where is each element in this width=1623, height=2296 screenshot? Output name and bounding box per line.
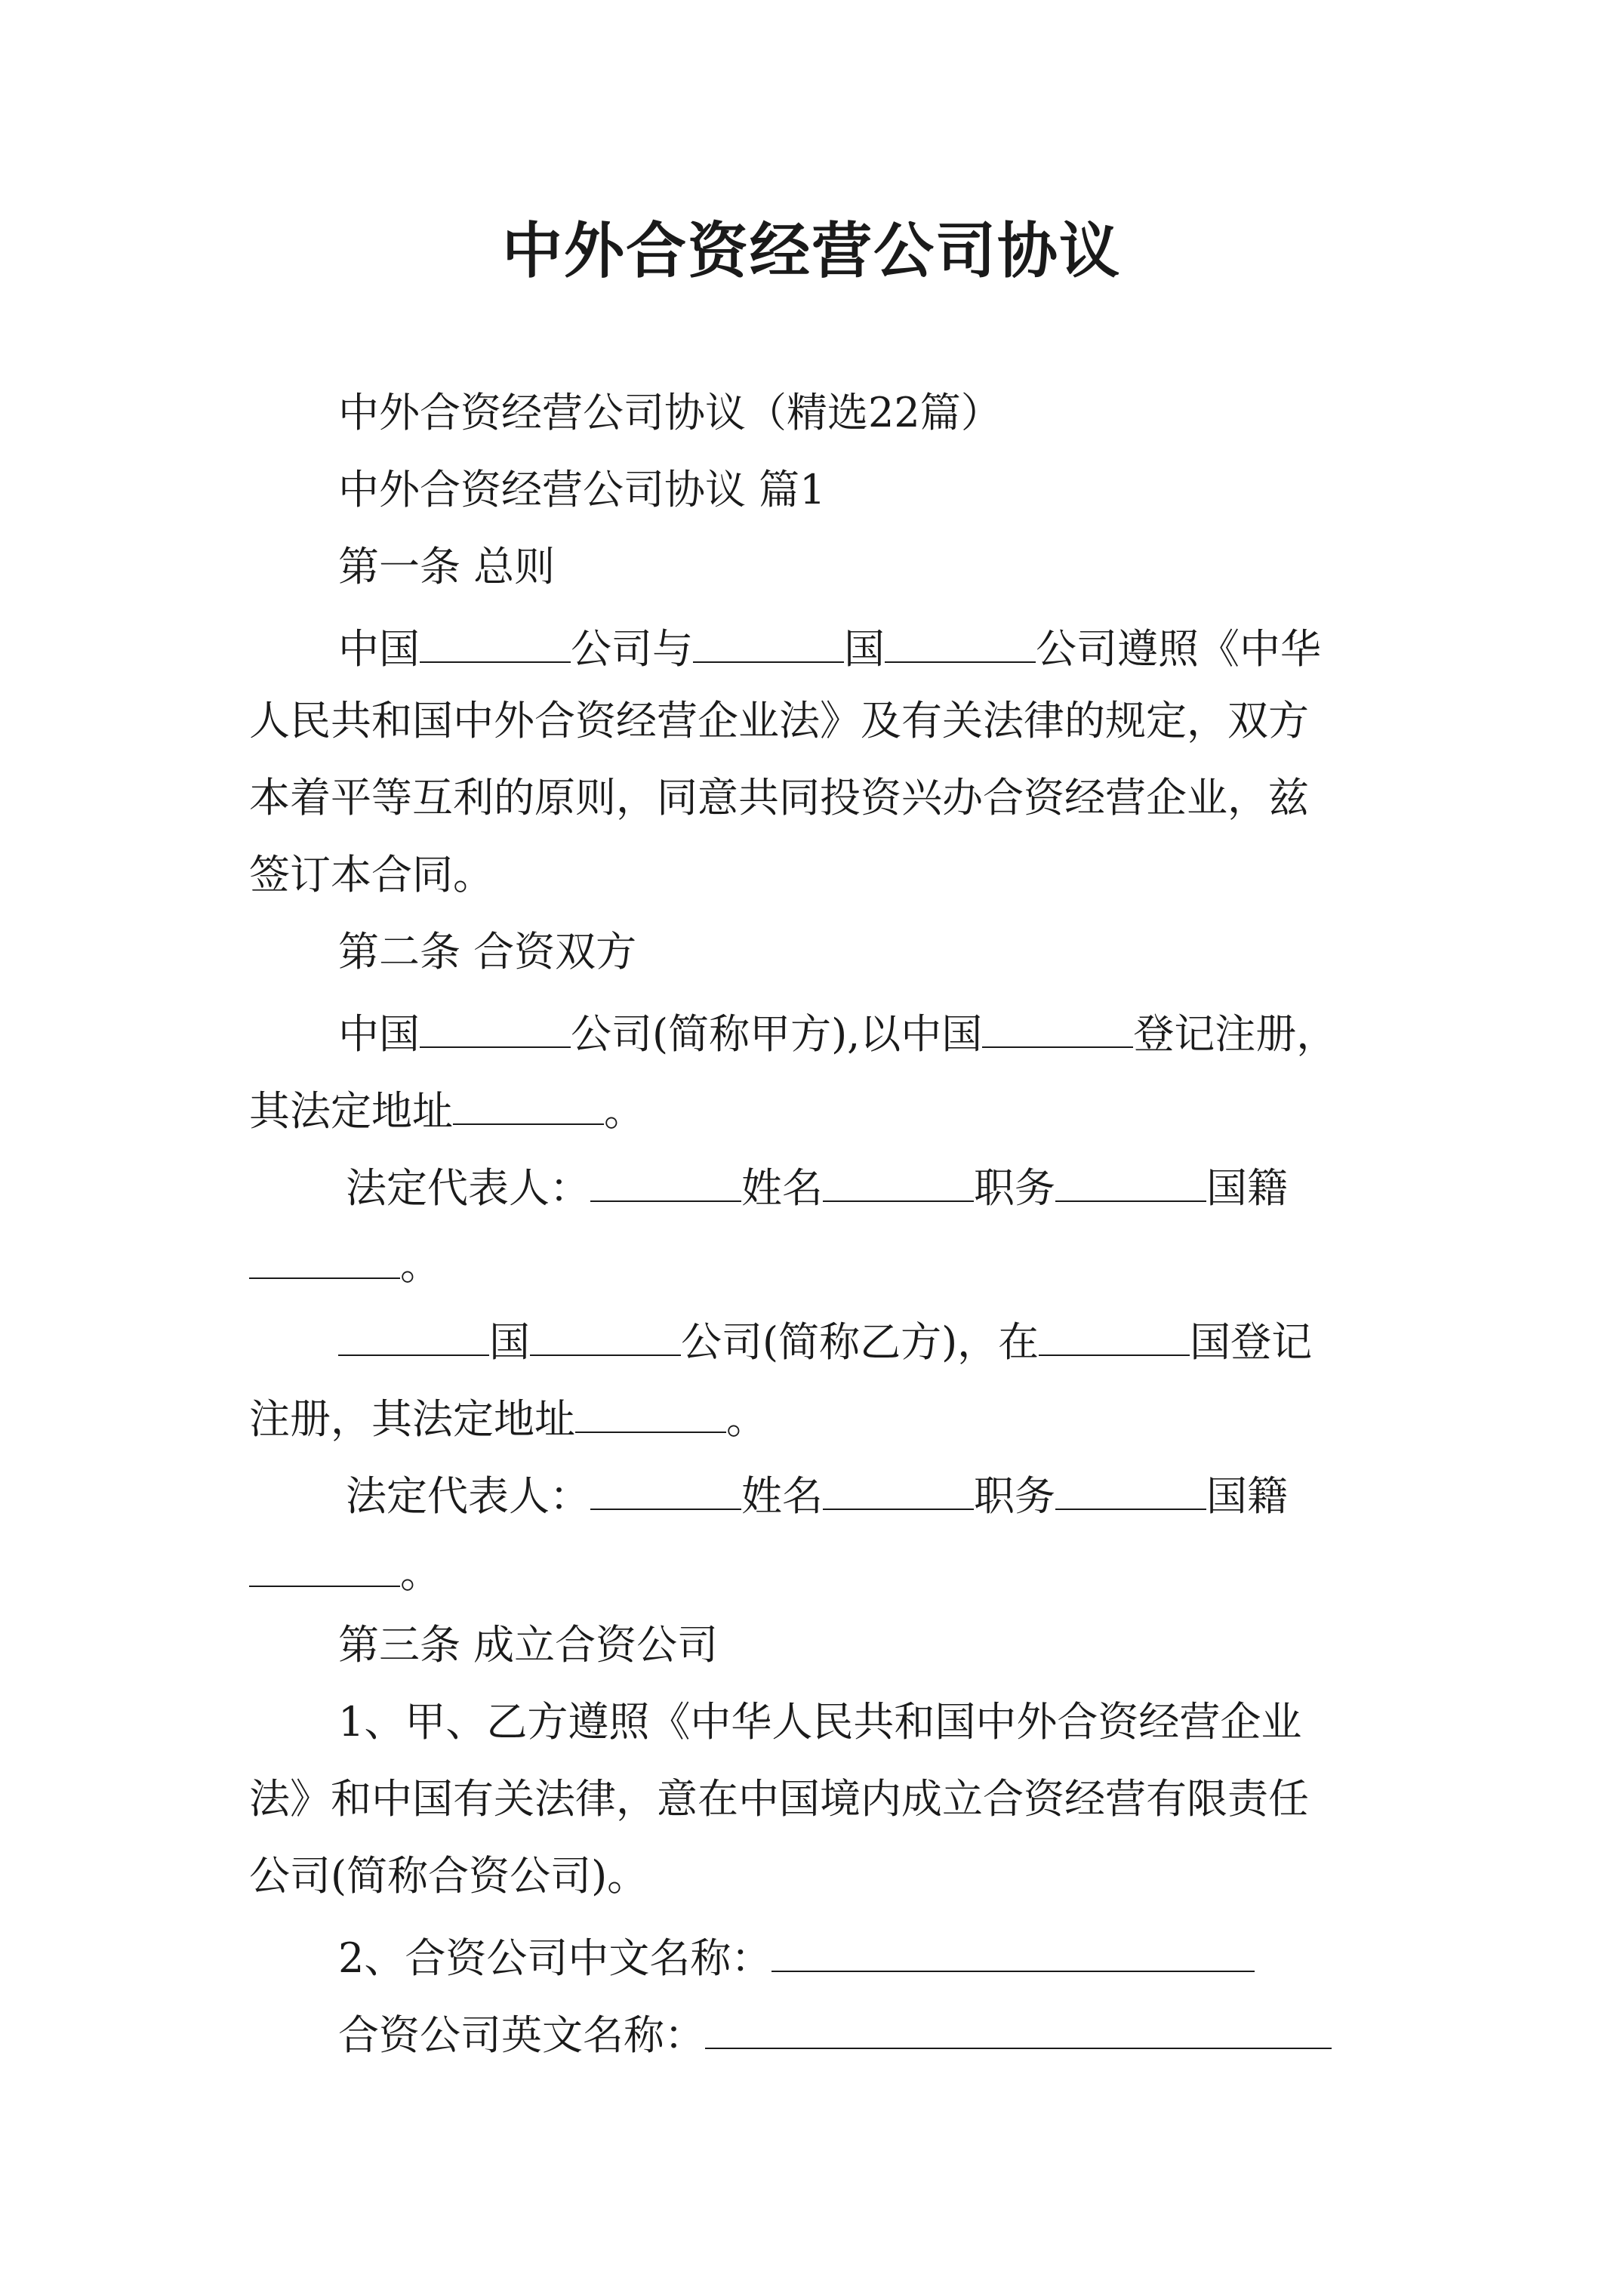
article-2-party-a-line-2 (249, 1086, 645, 1135)
text: 公司遵照《中华 (1036, 625, 1321, 673)
article-3-paragraph-line-2: 法》和中国有关法律，意在中国境内成立合资经营有限责任 (249, 1775, 1309, 1823)
text: 合资公司英文名称： (338, 2011, 705, 2059)
blank-field (530, 1317, 681, 1356)
text: 国登记 (1190, 1318, 1313, 1366)
document-title: 中外合资经营公司协议 (502, 215, 1121, 286)
text: 职务 (974, 1164, 1055, 1212)
text: 。 (400, 1549, 441, 1597)
article-3-heading: 第三条 成立合资公司 (338, 1621, 719, 1669)
text: 2、合资公司中文名称： (338, 1934, 772, 1982)
text: 中国 (338, 625, 420, 673)
text: 姓名 (741, 1164, 823, 1212)
text: 公司与 (571, 625, 693, 673)
blank-field (453, 1086, 604, 1125)
blank-field (885, 624, 1036, 663)
article-1-paragraph-line-2: 人民共和国中外合资经营企业法》及有关法律的规定，双方 (249, 697, 1309, 744)
text: 姓名 (741, 1472, 823, 1520)
text: 国籍 (1206, 1164, 1288, 1212)
blank-field (1055, 1163, 1206, 1202)
blank-field-long (705, 2010, 1332, 2049)
blank-field (590, 1163, 741, 1202)
party-a-nationality-line (249, 1240, 441, 1289)
text: 法定代表人： (346, 1164, 590, 1212)
party-b-nationality-line (249, 1548, 441, 1597)
text: 国 (489, 1318, 530, 1366)
text: 。 (400, 1241, 441, 1289)
blank-field (1039, 1317, 1190, 1356)
part-heading: 中外合资经营公司协议 篇1 (338, 466, 826, 513)
text: 公司(简称乙方)，在 (681, 1318, 1039, 1366)
text: 国 (844, 625, 885, 673)
article-1-paragraph-line-1 (338, 624, 1321, 673)
blank-field (1055, 1471, 1206, 1510)
article-2-party-b-line-1 (338, 1317, 1313, 1366)
text: 公司(简称甲方),以中国 (571, 1010, 983, 1058)
text: 其法定地址 (249, 1087, 453, 1135)
text: 国籍 (1206, 1472, 1288, 1520)
blank-field (693, 624, 844, 663)
article-1-heading: 第一条 总则 (338, 543, 556, 590)
article-2-party-a-line-1 (338, 1009, 1338, 1058)
blank-field (590, 1471, 741, 1510)
text: 。 (726, 1395, 767, 1443)
blank-field (420, 1009, 571, 1048)
blank-field-long (771, 1933, 1255, 1972)
text: 注册，其法定地址 (249, 1395, 575, 1443)
blank-field (982, 1009, 1133, 1048)
blank-field (823, 1163, 974, 1202)
blank-field (575, 1394, 726, 1433)
text: 法定代表人： (346, 1472, 590, 1520)
blank-field (338, 1317, 489, 1356)
article-1-paragraph-line-4: 签订本合同。 (249, 851, 494, 898)
article-1-paragraph-line-3: 本着平等互利的原则，同意共同投资兴办合资经营企业，兹 (249, 774, 1309, 821)
text: 中国 (338, 1010, 420, 1058)
article-2-party-b-line-2 (249, 1394, 767, 1443)
chinese-name-line (338, 1933, 1255, 1982)
blank-field (249, 1240, 400, 1279)
blank-field (420, 624, 571, 663)
subtitle: 中外合资经营公司协议（精选22篇） (338, 389, 1002, 436)
article-3-paragraph-line-3: 公司(简称合资公司)。 (249, 1852, 648, 1900)
text: 职务 (974, 1472, 1055, 1520)
blank-field (249, 1548, 400, 1587)
article-3-paragraph-line-1: 1、甲、乙方遵照《中华人民共和国中外合资经营企业 (338, 1698, 1302, 1746)
text: 。 (604, 1087, 645, 1135)
blank-field (823, 1471, 974, 1510)
article-2-heading: 第二条 合资双方 (338, 928, 637, 975)
party-a-representative-line (346, 1163, 1288, 1212)
english-name-line (338, 2010, 1332, 2059)
party-b-representative-line (346, 1471, 1288, 1520)
text: 登记注册， (1133, 1010, 1338, 1058)
